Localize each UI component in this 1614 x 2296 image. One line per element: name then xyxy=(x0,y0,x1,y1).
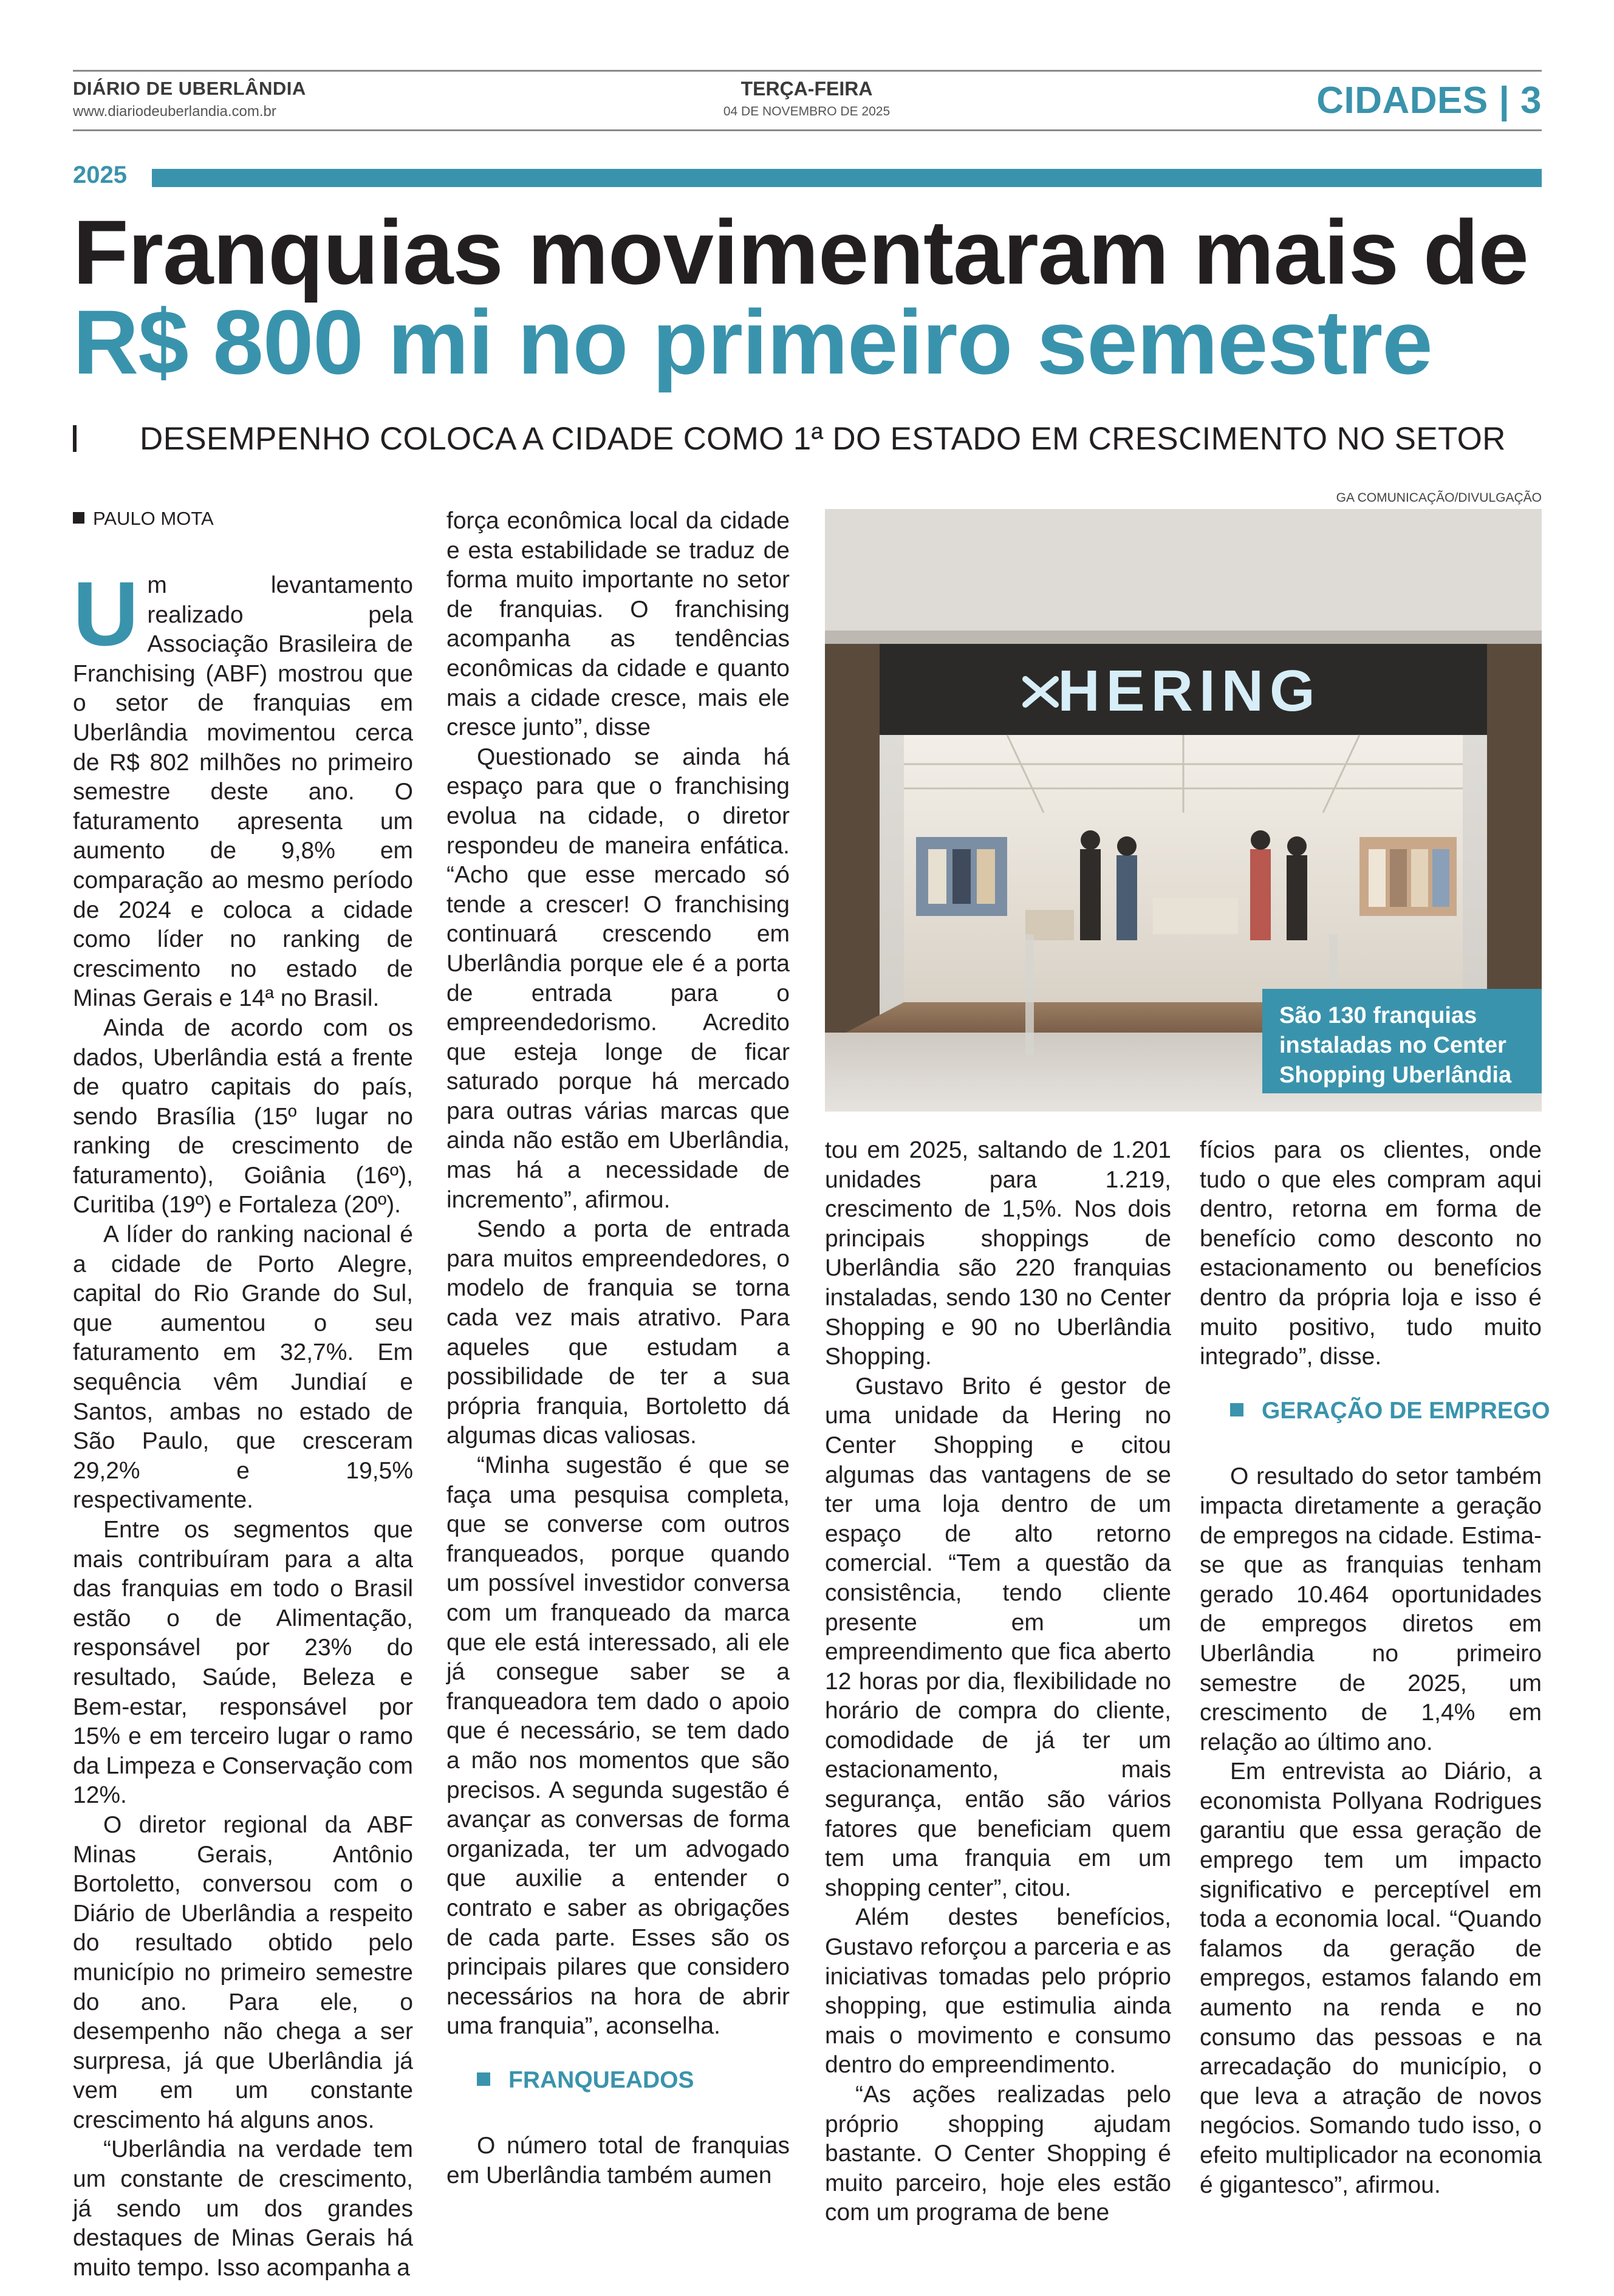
kicker-bar xyxy=(152,169,1542,187)
paragraph-5: O diretor regional da ABF Minas Gerais, Antônio Bortoletto, conversou com o Diário de Uberlândia a respeito do resultado obtido pelo município no primeiro semestre do ano. Para ele, o desempenho não chega a ser surpresa, já que Uberlândia já vem em um constante crescimento há alguns anos. xyxy=(73,1811,413,2133)
kicker-year: 2025 xyxy=(73,162,127,188)
byline-square-icon xyxy=(73,512,84,524)
paragraph-6-continued: força econômica local da cidade e esta estabilidade se traduz de forma muito importante no setor de franquias. O franchising acompanha as tendências econômicas da cidade e quanto mais a cidade cresce, mais ele cresce junto”, disse xyxy=(446,508,790,741)
publication-date: 04 DE NOVEMBRO DE 2025 xyxy=(723,104,891,118)
byline-author: PAULO MOTA xyxy=(93,508,214,529)
article-column-1 xyxy=(73,562,413,2283)
headline-line-2: R$ 800 mi no primeiro semestre xyxy=(73,291,1432,393)
paragraph-2: Ainda de acordo com os dados, Uberlândia está a frente de quatro capitais do país, sendo Brasília (15º lugar no ranking de crescimento de faturamento), Goiânia (16º), Curitiba (19º) e Fortaleza (20º). xyxy=(73,1014,413,1218)
photo-caption: São 130 franquias instaladas no Center Shopping Uberlândia xyxy=(1262,989,1542,1093)
paragraph-12: Além destes benefícios, Gustavo reforçou a parceria e as iniciativas tomadas pelo próprio shopping, que estimulia ainda mais o movimento e consumo dentro do empreendimento. xyxy=(825,1904,1171,2079)
article-column-4 xyxy=(1200,1136,1550,2200)
paragraph-9: “Minha sugestão é que se faça uma pesquisa completa, que se converse com outros franqueados, porque quando um possível investidor conversa com um franqueado da marca que ele está interessado, ali ele já consegue saber se a franqueadora tem dado o apoio que é necessário, se tem dado a mão nos momentos que são precisos. A segunda sugestão é avançar as conversas de forma organizada, ter um advogado que auxilie a entender o contrato e saber as obrigações de cada parte. Esses são os principais pilares que considero necessários na hora de abrir uma franquia”, aconselha. xyxy=(446,1452,790,2040)
paragraph-14: O resultado do setor também impacta diretamente a geração de empregos na cidade. Estima-se que as franquias tenham gerado 10.464 oportunidades de empregos diretos em Uberlândia no primeiro semestre de 2025, um crescimento de 1,4% em relação ao último ano. xyxy=(1200,1463,1542,1755)
paragraph-4: Entre os segmentos que mais contribuíram para a alta das franquias em todo o Brasil estão o de Alimentação, responsável por 23% do resultado, Saúde, Beleza e Bem-estar, responsável por 15% e em terceiro lugar o ramo da Limpeza e Conservação com 12%. xyxy=(73,1517,413,1809)
subtitle-square-icon xyxy=(1230,1403,1243,1416)
paragraph-8: Sendo a porta de entrada para muitos empreendedores, o modelo de franquia se torna cada vez mais atrativo. Para aqueles que estudam a possibilidade de ter a sua própria franquia, Bortoletto dá algumas dicas valiosas. xyxy=(446,1216,790,1449)
masthead-name: DIÁRIO DE UBERLÂNDIA xyxy=(73,78,306,99)
subtitle-geracao-de-emprego: GERAÇÃO DE EMPREGO xyxy=(1200,1396,1542,1426)
paragraph-15: Em entrevista ao Diário, a economista Pollyana Rodrigues garantiu que essa geração de emprego tem um impacto significativo e perceptível em toda a economia local. “Quando falamos da geração de empregos, estamos falando em aumento na renda e no consumo das pessoas e na arrecadação do município, o que leva a atração de novos negócios. Somando tudo isso, o efeito multiplicador na economia é gigantesco”, afirmou. xyxy=(1200,1758,1542,2198)
article-column-2 xyxy=(446,507,790,2191)
store-sign: HERING xyxy=(1058,658,1321,723)
header-top-rule xyxy=(73,70,1542,72)
subhead-bar xyxy=(73,425,77,452)
paragraph-10: O número total de franquias em Uberlândia também aumen xyxy=(446,2133,790,2189)
paragraph-13-continued: fícios para os clientes, onde tudo o que eles compram aqui dentro, retorna em forma de benefício como desconto no estacionamento ou benefícios dentro da própria loja e isso é muito positivo, tudo muito integrado”, disse. xyxy=(1200,1137,1542,1370)
article-column-3 xyxy=(825,1136,1171,2228)
dropcap: U xyxy=(73,562,139,665)
masthead-url[interactable]: www.diariodeuberlandia.com.br xyxy=(73,103,276,120)
paragraph-10-continued: tou em 2025, saltando de 1.201 unidades para 1.219, crescimento de 1,5%. Nos dois principais shoppings de Uberlândia são 220 franquias instaladas, sendo 130 no Center Shopping e 90 no Uberlândia Shopping. xyxy=(825,1137,1171,1370)
photo-credit: GA COMUNICAÇÃO/DIVULGAÇÃO xyxy=(1336,491,1542,505)
section-label: CIDADES | 3 xyxy=(1316,80,1542,121)
paragraph-11: Gustavo Brito é gestor de uma unidade da Hering no Center Shopping e citou algumas das vantagens de se ter uma loja dentro de um espaço de alto retorno comercial. “Tem a questão da consistência, tendo cliente presente em um empreendimento que fica aberto 12 horas por dia, flexibilidade no horário de compra do cliente, comodidade de já ter um estacionamento, mais segurança, então são vários fatores que beneficiam quem tem uma franquia em um shopping center”, citou. xyxy=(825,1373,1171,1901)
paragraph-6: “Uberlândia na verdade tem um constante de crescimento, já sendo um dos grandes destaques de Minas Gerais há muito tempo. Isso acompanha a xyxy=(73,2136,413,2281)
subtitle-square-icon xyxy=(477,2072,490,2086)
paragraph-13: “As ações realizadas pelo próprio shopping ajudam bastante. O Center Shopping é muito parceiro, hoje eles estão com um programa de bene xyxy=(825,2082,1171,2226)
subtitle-franqueados: FRANQUEADOS xyxy=(446,2066,790,2096)
paragraph-3: A líder do ranking nacional é a cidade de Porto Alegre, capital do Rio Grande do Sul, que aumentou o seu faturamento em 32,7%. Em sequência vêm Jundiaí e Santos, ambas no estado de São Paulo, que cresceram 29,2% e 19,5% respectivamente. xyxy=(73,1221,413,1514)
weekday: TERÇA-FEIRA xyxy=(740,78,873,100)
byline xyxy=(73,508,214,530)
header-bottom-rule xyxy=(73,129,1542,131)
headline-line-1: Franquias movimentaram mais de xyxy=(73,201,1528,303)
paragraph-1: Um levantamento realizado pela Associação Brasileira de Franchising (ABF) mostrou que o setor de franquias em Uberlândia movimentou cerca de R$ 802 milhões no primeiro semestre deste ano. O faturamento apresenta um aumento de 9,8% em comparação ao mesmo período de 2024 e coloca a cidade como líder no ranking de crescimento no estado de Minas Gerais e 14ª no Brasil. xyxy=(73,562,413,1012)
paragraph-7: Questionado se ainda há espaço para que o franchising evolua na cidade, o diretor respondeu de maneira enfática. “Acho que esse mercado só tende a crescer! O franchising continuará crescendo em Uberlândia porque ele é a porta de entrada para o empreendedorismo. Acredito que esteja longe de ficar saturado porque há mercado para outras várias marcas que ainda não estão em Uberlândia, mas há a necessidade de incremento”, afirmou. xyxy=(446,743,790,1213)
subhead: DESEMPENHO COLOCA A CIDADE COMO 1ª DO ESTADO EM CRESCIMENTO NO SETOR xyxy=(140,421,1506,457)
